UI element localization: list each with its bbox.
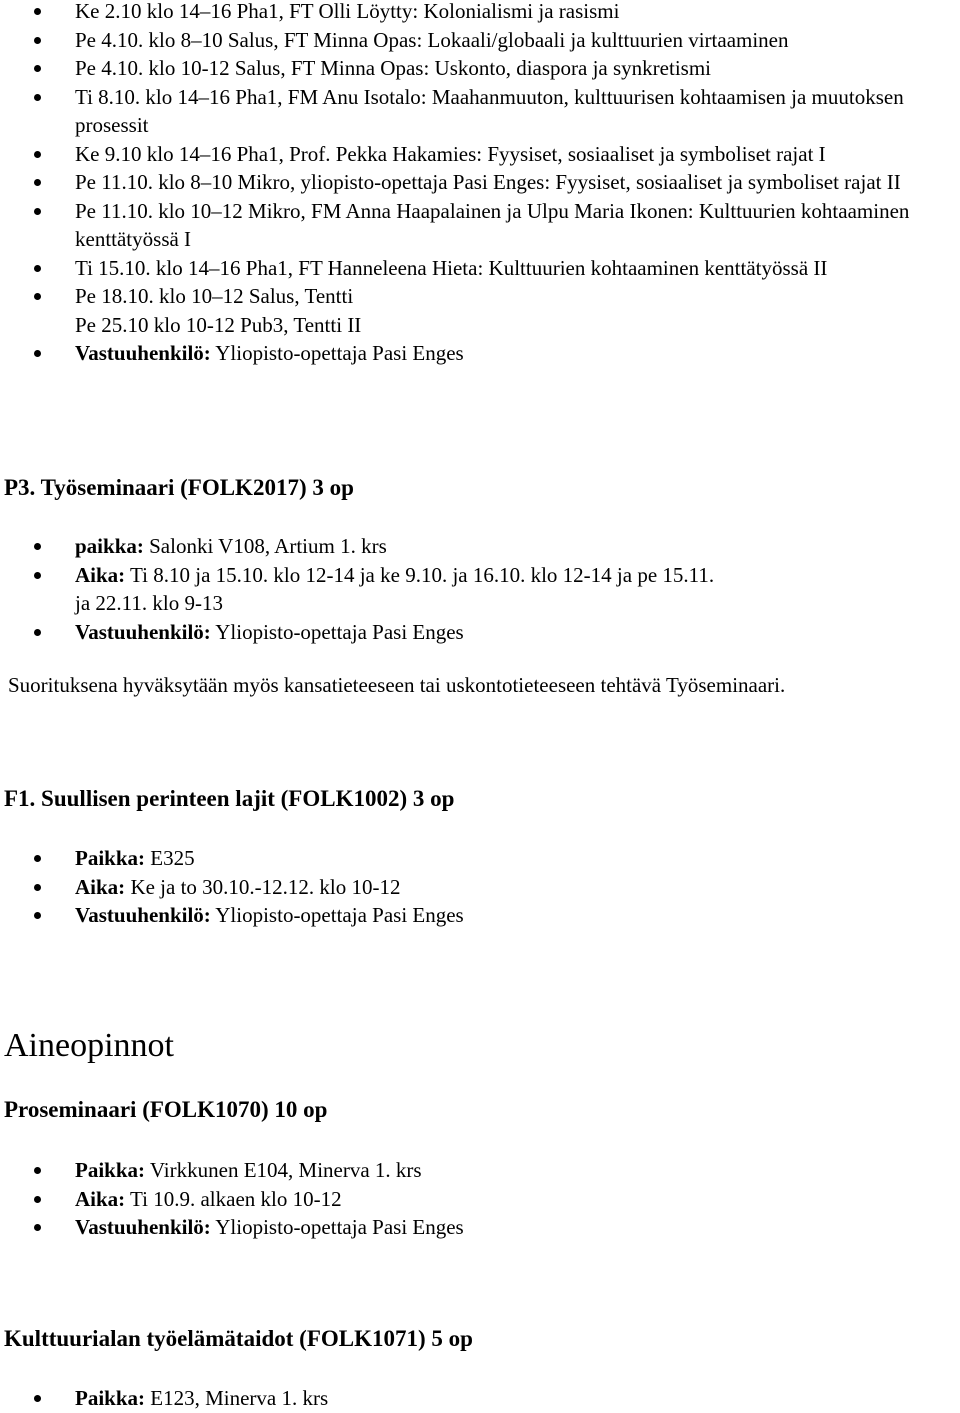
kulttuurialan-details-list: [0, 1384, 960, 1413]
bullet-icon: [34, 94, 41, 101]
section-heading-proseminaari: Proseminaari (FOLK1070) 10 op: [4, 1097, 328, 1122]
list-item: Pe 18.10. klo 10–12 Salus, Tentti: [0, 282, 960, 311]
list-item: Pe 11.10. klo 10–12 Mikro, FM Anna Haapalainen ja Ulpu Maria Ikonen: Kulttuurien kohtaaminen kenttätyössä I: [0, 197, 960, 254]
list-item: Ti 8.10. klo 14–16 Pha1, FM Anu Isotalo: Maahanmuuton, kulttuurisen kohtaamisen ja muutoksen prosessit: [0, 83, 960, 140]
bullet-icon: [34, 8, 41, 15]
list-item: Ti 15.10. klo 14–16 Pha1, FT Hanneleena Hieta: Kulttuurien kohtaaminen kenttätyössä II: [0, 254, 960, 283]
page-heading-aineopinnot: Aineopinnot: [4, 1027, 174, 1064]
bullet-icon: [34, 543, 41, 550]
bullet-icon: [34, 65, 41, 72]
place-item: Paikka: E123, Minerva 1. krs: [0, 1384, 960, 1413]
responsible-person: Vastuuhenkilö: Yliopisto-opettaja Pasi Enges: [0, 618, 960, 647]
list-item: Ke 9.10 klo 14–16 Pha1, Prof. Pekka Hakamies: Fyysiset, sosiaaliset ja symboliset rajat I: [0, 140, 960, 169]
section-heading-f1: F1. Suullisen perinteen lajit (FOLK1002) 3 op: [4, 786, 455, 811]
bullet-icon: [34, 912, 41, 919]
section-heading-p3: P3. Työseminaari (FOLK2017) 3 op: [4, 475, 354, 500]
bullet-icon: [34, 1167, 41, 1174]
lecture-schedule-list: [0, 0, 960, 368]
p3-note: Suorituksena hyväksytään myös kansatieteeseen tai uskontotieteeseen tehtävä Työseminaari.: [8, 673, 786, 697]
bullet-icon: [34, 1395, 41, 1402]
place-item: Paikka: E325: [0, 844, 960, 873]
place-item: Paikka: Virkkunen E104, Minerva 1. krs: [0, 1156, 960, 1185]
p3-details-list: [0, 532, 960, 646]
bullet-icon: [34, 1224, 41, 1231]
list-item: Pe 25.10 klo 10-12 Pub3, Tentti II: [75, 312, 362, 337]
bullet-icon: [34, 151, 41, 158]
bullet-icon: [34, 293, 41, 300]
bullet-icon: [34, 37, 41, 44]
responsible-person: Vastuuhenkilö: Yliopisto-opettaja Pasi Enges: [0, 901, 960, 930]
bullet-icon: [34, 350, 41, 357]
responsible-person: Vastuuhenkilö: Yliopisto-opettaja Pasi Enges: [0, 339, 960, 368]
time-item: Aika: Ke ja to 30.10.-12.12. klo 10-12: [0, 873, 960, 902]
f1-details-list: [0, 844, 960, 930]
bullet-icon: [34, 629, 41, 636]
section-heading-kulttuurialan: Kulttuurialan työelämätaidot (FOLK1071) 5 op: [4, 1326, 473, 1351]
proseminaari-details-list: [0, 1156, 960, 1242]
responsible-person: Vastuuhenkilö: Yliopisto-opettaja Pasi Enges: [0, 1213, 960, 1242]
bullet-icon: [34, 208, 41, 215]
bullet-icon: [34, 179, 41, 186]
bullet-icon: [34, 572, 41, 579]
bullet-icon: [34, 265, 41, 272]
bullet-icon: [34, 855, 41, 862]
time-item: Aika: Ti 8.10 ja 15.10. klo 12-14 ja ke 9.10. ja 16.10. klo 12-14 ja pe 15.11. ja 22.11. klo 9-13: [0, 561, 960, 618]
list-item: Ke 2.10 klo 14–16 Pha1, FT Olli Löytty: Kolonialismi ja rasismi: [0, 0, 960, 26]
list-item: Pe 4.10. klo 10-12 Salus, FT Minna Opas: Uskonto, diaspora ja synkretismi: [0, 54, 960, 83]
list-item: Pe 11.10. klo 8–10 Mikro, yliopisto-opettaja Pasi Enges: Fyysiset, sosiaaliset ja symboliset rajat II: [0, 168, 960, 197]
list-item: Pe 4.10. klo 8–10 Salus, FT Minna Opas: Lokaali/globaali ja kulttuurien virtaaminen: [0, 26, 960, 55]
time-item: Aika: Ti 10.9. alkaen klo 10-12: [0, 1185, 960, 1214]
bullet-icon: [34, 1196, 41, 1203]
place-item: paikka: Salonki V108, Artium 1. krs: [0, 532, 960, 561]
bullet-icon: [34, 884, 41, 891]
